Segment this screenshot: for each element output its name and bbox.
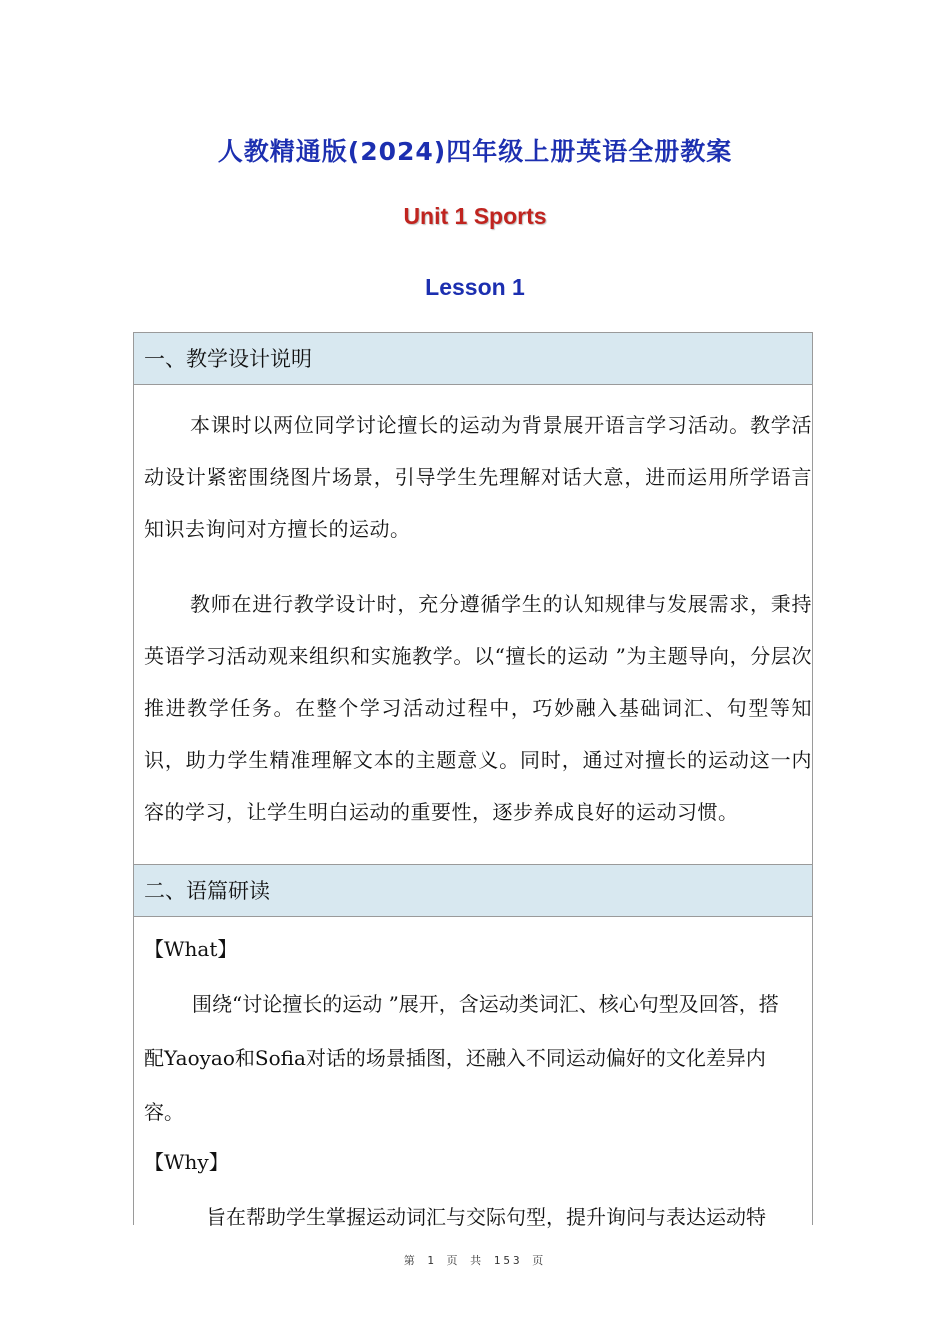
why-paragraph: 旨在帮助学生掌握运动词汇与交际句型，提升询问与表达运动特 bbox=[206, 1205, 766, 1229]
document-title: 人教精通版(2024)四年级上册英语全册教案 bbox=[217, 137, 733, 166]
section-heading-text-study: 二、语篇研读 bbox=[134, 864, 812, 917]
what-paragraph: 围绕“讨论擅长的运动 ”展开，含运动类词汇、核心句型及回答，搭配Yaoyao和Sofia对话的场景插图，还融入不同运动偏好的文化差异内容。 bbox=[144, 992, 779, 1124]
unit-title: Unit 1 Sports bbox=[403, 203, 547, 229]
page-number-footer: 第 1 页 共 153 页 bbox=[403, 1254, 547, 1267]
design-paragraph-2: 教师在进行教学设计时，充分遵循学生的认知规律与发展需求，秉持英语学习活动观来组织和实施教学。以“擅长的运动 ”为主题导向，分层次推进教学任务。在整个学习活动过程中，巧妙融入基础词汇、句型等知识，助力学生精准理解文本的主题意义。同时，通过对擅长的运动这一内容的学习，让学生明白运动的重要性，逐步养成良好的运动习惯。 bbox=[144, 592, 812, 824]
design-paragraph-1: 本课时以两位同学讨论擅长的运动为背景展开语言学习活动。教学活动设计紧密围绕图片场景，引导学生先理解对话大意，进而运用所学语言知识去询问对方擅长的运动。 bbox=[144, 413, 812, 541]
lesson-title: Lesson 1 bbox=[425, 274, 525, 300]
why-tag: 【Why】 bbox=[144, 1150, 229, 1174]
lesson-plan-table bbox=[133, 332, 813, 1229]
section-heading-design: 一、教学设计说明 bbox=[134, 333, 812, 385]
what-tag: 【What】 bbox=[144, 937, 238, 961]
